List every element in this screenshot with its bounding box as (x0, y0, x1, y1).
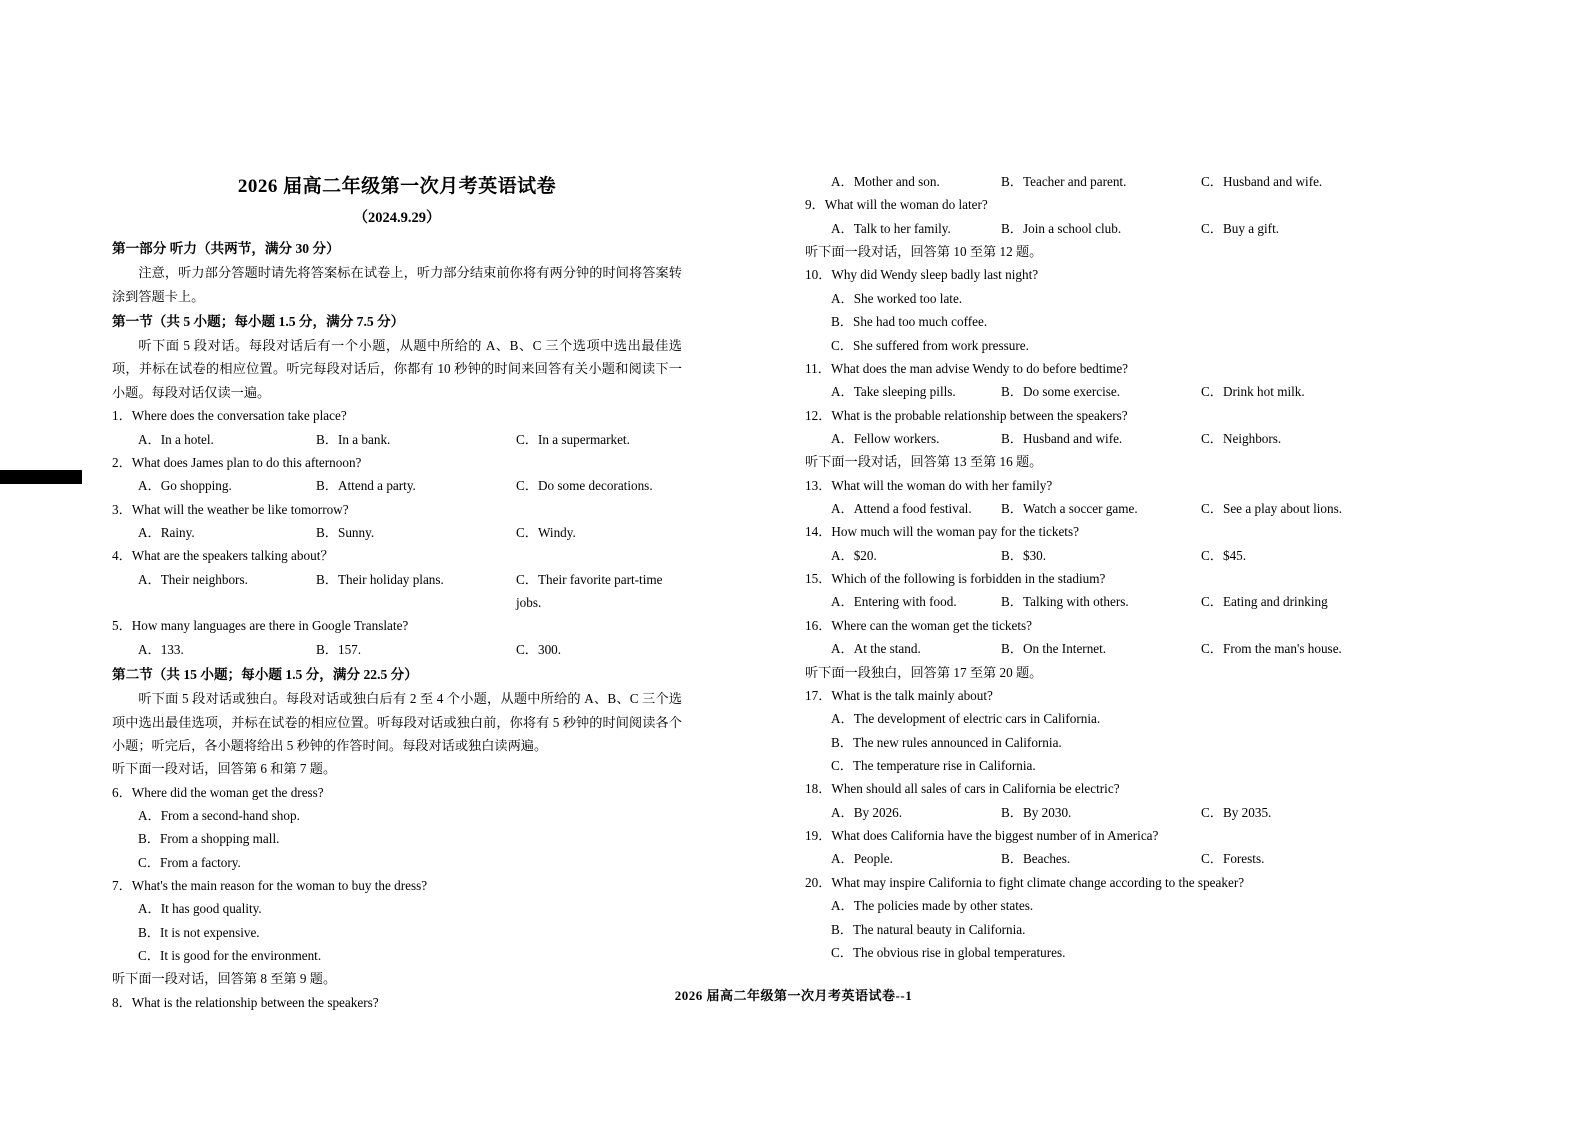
question-15 (805, 567, 1405, 590)
question-5-num: 5． (112, 618, 132, 634)
question-4 (112, 544, 682, 567)
question-5-options (112, 638, 682, 661)
question-6 (112, 781, 682, 804)
section-two-heading: 第二节（共 15 小题；每小题 1.5 分，满分 22.5 分） (112, 667, 418, 683)
question-14-option-a[interactable]: A．$20. (831, 547, 877, 563)
question-17-text: What is the talk mainly about? (831, 687, 993, 703)
question-18-text: When should all sales of cars in California be electric? (831, 781, 1120, 797)
page-subtitle: （2024.9.29） (353, 209, 441, 226)
question-13-options (805, 497, 1405, 520)
question-6-option-c[interactable]: C．From a factory. (138, 854, 241, 870)
question-20 (805, 871, 1405, 894)
question-5 (112, 614, 682, 637)
question-8-option-a[interactable]: A．Mother and son. (831, 174, 940, 189)
question-16-option-b[interactable]: B．On the Internet. (1001, 641, 1107, 657)
question-9-option-a[interactable]: A．Talk to her family. (831, 220, 951, 236)
listen-note-8-9: 听下面一段对话，回答第 8 至第 9 题。 (112, 971, 337, 987)
question-19-num: 19． (805, 828, 832, 844)
question-16-num: 16． (805, 617, 832, 633)
question-17-option-c[interactable]: C．The temperature rise in California. (831, 757, 1036, 773)
question-4-num: 4． (112, 548, 132, 564)
question-1-num: 1． (112, 408, 132, 424)
scan-alignment-mark (0, 470, 82, 484)
question-10-num: 10． (805, 267, 832, 283)
question-9-option-c[interactable]: C．Buy a gift. (1201, 220, 1280, 236)
question-18-option-c[interactable]: C．By 2035. (1201, 804, 1272, 820)
part-one-heading: 第一部分 听力（共两节，满分 30 分） (112, 241, 340, 257)
question-2 (112, 451, 682, 474)
question-15-option-a[interactable]: A．Entering with food. (831, 594, 957, 610)
question-5-text: How many languages are there in Google Translate? (131, 618, 409, 634)
question-13-option-b[interactable]: B．Watch a soccer game. (1001, 501, 1138, 517)
listen-note-13-16: 听下面一段对话，回答第 13 至第 16 题。 (805, 454, 1043, 470)
question-5-option-b[interactable]: B．157. (316, 641, 362, 657)
question-10-option-c[interactable]: C．She suffered from work pressure. (831, 337, 1029, 353)
question-11-options (805, 380, 1405, 403)
question-15-option-b[interactable]: B．Talking with others. (1001, 594, 1129, 610)
section-two-note: 听下面 5 段对话或独白。每段对话或独白后有 2 至 4 个小题，从题中所给的 A、B、C 三个选项中选出最佳选项，并标在试卷的相应位置。听每段对话或独白前，你将有 5 秒钟的时间阅读各个小题；听完后，各小题将给出 5 秒钟的作答时间。每段对话或独白读两遍。 (112, 691, 682, 753)
question-15-options (805, 590, 1405, 613)
question-4-option-b[interactable]: B．Their holiday plans. (316, 571, 444, 587)
question-8-option-c[interactable]: C．Husband and wife. (1201, 174, 1323, 189)
question-11-text: What does the man advise Wendy to do before bedtime? (830, 360, 1129, 376)
question-14-options (805, 544, 1405, 567)
question-7 (112, 874, 682, 897)
question-16-options (805, 637, 1405, 660)
left-column (112, 170, 682, 1014)
question-1-option-b[interactable]: B．In a bank. (316, 431, 391, 447)
question-19-option-a[interactable]: A．People. (831, 851, 893, 867)
question-2-option-c[interactable]: C．Do some decorations. (516, 478, 653, 494)
question-4-option-c[interactable]: C．Their favorite part-time jobs. (516, 571, 663, 611)
question-3-options (112, 521, 682, 544)
question-12 (805, 404, 1405, 427)
question-5-option-a[interactable]: A．133. (138, 641, 184, 657)
question-1-text: Where does the conversation take place? (131, 408, 347, 424)
question-10-option-b[interactable]: B．She had too much coffee. (831, 314, 988, 330)
question-11 (805, 357, 1405, 380)
question-11-option-b[interactable]: B．Do some exercise. (1001, 384, 1121, 400)
question-7-option-b[interactable]: B．It is not expensive. (138, 924, 260, 940)
question-3-option-c[interactable]: C．Windy. (516, 524, 576, 540)
question-9 (805, 193, 1405, 216)
question-9-options (805, 217, 1405, 240)
question-2-option-a[interactable]: A．Go shopping. (138, 478, 232, 494)
question-19-text: What does California have the biggest number of in America? (831, 828, 1159, 844)
question-19-options (805, 847, 1405, 870)
question-13-option-a[interactable]: A．Attend a food festival. (831, 501, 972, 517)
question-17-num: 17． (805, 687, 832, 703)
section-one-heading: 第一节（共 5 小题；每小题 1.5 分，满分 7.5 分） (112, 314, 405, 330)
question-16-option-a[interactable]: A．At the stand. (831, 641, 921, 657)
section-one-note: 听下面 5 段对话。每段对话后有一个小题，从题中所给的 A、B、C 三个选项中选出最佳选项，并标在试卷的相应位置。听完每段对话后，你都有 10 秒钟的时间来回答有关小题和阅读下一小题。每段对话仅读一遍。 (112, 338, 682, 400)
question-2-option-b[interactable]: B．Attend a party. (316, 478, 416, 494)
question-14-option-b[interactable]: B．$30. (1001, 547, 1047, 563)
question-14 (805, 520, 1405, 543)
question-15-option-c[interactable]: C．Eating and drinking (1201, 594, 1328, 610)
question-7-num: 7． (112, 878, 132, 894)
question-3-option-a[interactable]: A．Rainy. (138, 524, 195, 540)
question-18-option-a[interactable]: A．By 2026. (831, 804, 903, 820)
question-3-text: What will the weather be like tomorrow? (131, 501, 349, 517)
question-16 (805, 614, 1405, 637)
question-11-option-c[interactable]: C．Drink hot milk. (1201, 384, 1305, 400)
question-7-option-a[interactable]: A．It has good quality. (138, 901, 262, 917)
question-12-text: What is the probable relationship between the speakers? (831, 407, 1128, 423)
question-6-option-b[interactable]: B．From a shopping mall. (138, 831, 280, 847)
question-15-text: Which of the following is forbidden in the stadium? (831, 571, 1106, 587)
question-13-option-c[interactable]: C．See a play about lions. (1201, 501, 1343, 517)
question-13 (805, 474, 1405, 497)
question-17-option-a[interactable]: A．The development of electric cars in California. (831, 711, 1101, 727)
question-17-option-b[interactable]: B．The new rules announced in California. (831, 734, 1062, 750)
question-19-option-b[interactable]: B．Beaches. (1001, 851, 1071, 867)
question-12-option-b[interactable]: B．Husband and wife. (1001, 430, 1123, 446)
question-14-num: 14． (805, 524, 832, 540)
question-18-option-b[interactable]: B．By 2030. (1001, 804, 1072, 820)
listen-note-17-20: 听下面一段独白，回答第 17 至第 20 题。 (805, 664, 1043, 680)
question-10-option-a[interactable]: A．She worked too late. (831, 290, 963, 306)
right-column (805, 170, 1405, 964)
question-20-option-b[interactable]: B．The natural beauty in California. (831, 921, 1026, 937)
page-footer: 2026 届高二年级第一次月考英语试卷--1 (674, 988, 913, 1003)
question-1-option-a[interactable]: A．In a hotel. (138, 431, 214, 447)
question-12-option-a[interactable]: A．Fellow workers. (831, 430, 940, 446)
question-1 (112, 404, 682, 427)
part-one-note: 注意，听力部分答题时请先将答案标在试卷上，听力部分结束前你将有两分钟的时间将答案转涂到答题卡上。 (112, 265, 682, 304)
question-2-options (112, 474, 682, 497)
question-6-text: Where did the woman get the dress? (131, 784, 324, 800)
question-3-num: 3． (112, 501, 132, 517)
question-13-num: 13． (805, 477, 832, 493)
question-4-option-a[interactable]: A．Their neighbors. (138, 571, 248, 587)
question-19 (805, 824, 1405, 847)
question-18-options (805, 801, 1405, 824)
question-11-option-a[interactable]: A．Take sleeping pills. (831, 384, 956, 400)
question-9-text: What will the woman do later? (824, 197, 988, 213)
question-13-text: What will the woman do with her family? (831, 477, 1053, 493)
question-12-num: 12． (805, 407, 832, 423)
question-20-option-a[interactable]: A．The policies made by other states. (831, 898, 1034, 914)
question-17 (805, 684, 1405, 707)
question-1-options (112, 428, 682, 451)
question-10-text: Why did Wendy sleep badly last night? (831, 267, 1039, 283)
question-8-options (805, 170, 1405, 193)
question-20-option-c[interactable]: C．The obvious rise in global temperatures. (831, 944, 1066, 960)
question-14-text: How much will the woman pay for the tickets? (831, 524, 1079, 540)
question-11-num: 11． (805, 360, 831, 376)
question-19-option-c[interactable]: C．Forests. (1201, 851, 1265, 867)
question-16-text: Where can the woman get the tickets? (831, 617, 1033, 633)
question-1-option-c[interactable]: C．In a supermarket. (516, 431, 630, 447)
question-8-option-b[interactable]: B．Teacher and parent. (1001, 174, 1127, 189)
question-8-text: What is the relationship between the speakers? (131, 994, 379, 1010)
question-4-options (112, 568, 682, 615)
question-18 (805, 777, 1405, 800)
question-8-num: 8． (112, 994, 132, 1010)
question-4-text: What are the speakers talking about？ (131, 548, 334, 564)
question-20-text: What may inspire California to fight climate change according to the speaker? (831, 874, 1245, 890)
question-7-option-c[interactable]: C．It is good for the environment. (138, 948, 322, 964)
page-title: 2026 届高二年级第一次月考英语试卷 (237, 176, 557, 197)
question-5-option-c[interactable]: C．300. (516, 641, 562, 657)
question-16-option-c[interactable]: C．From the man's house. (1201, 641, 1342, 657)
question-18-num: 18． (805, 781, 832, 797)
question-20-num: 20． (805, 874, 832, 890)
question-9-option-b[interactable]: B．Join a school club. (1001, 220, 1122, 236)
question-6-option-a[interactable]: A．From a second-hand shop. (138, 807, 300, 823)
question-14-option-c[interactable]: C．$45. (1201, 547, 1247, 563)
listen-note-6-7: 听下面一段对话，回答第 6 和第 7 题。 (112, 761, 337, 777)
question-12-options (805, 427, 1405, 450)
question-10 (805, 263, 1405, 286)
question-15-num: 15． (805, 571, 832, 587)
question-3-option-b[interactable]: B．Sunny. (316, 524, 375, 540)
question-2-text: What does James plan to do this afternoon? (131, 454, 362, 470)
question-9-num: 9． (805, 197, 825, 213)
question-6-num: 6． (112, 784, 132, 800)
listen-note-10-12: 听下面一段对话，回答第 10 至第 12 题。 (805, 244, 1043, 260)
question-2-num: 2． (112, 454, 132, 470)
question-3 (112, 498, 682, 521)
question-7-text: What's the main reason for the woman to buy the dress? (131, 878, 428, 894)
question-12-option-c[interactable]: C．Neighbors. (1201, 430, 1282, 446)
